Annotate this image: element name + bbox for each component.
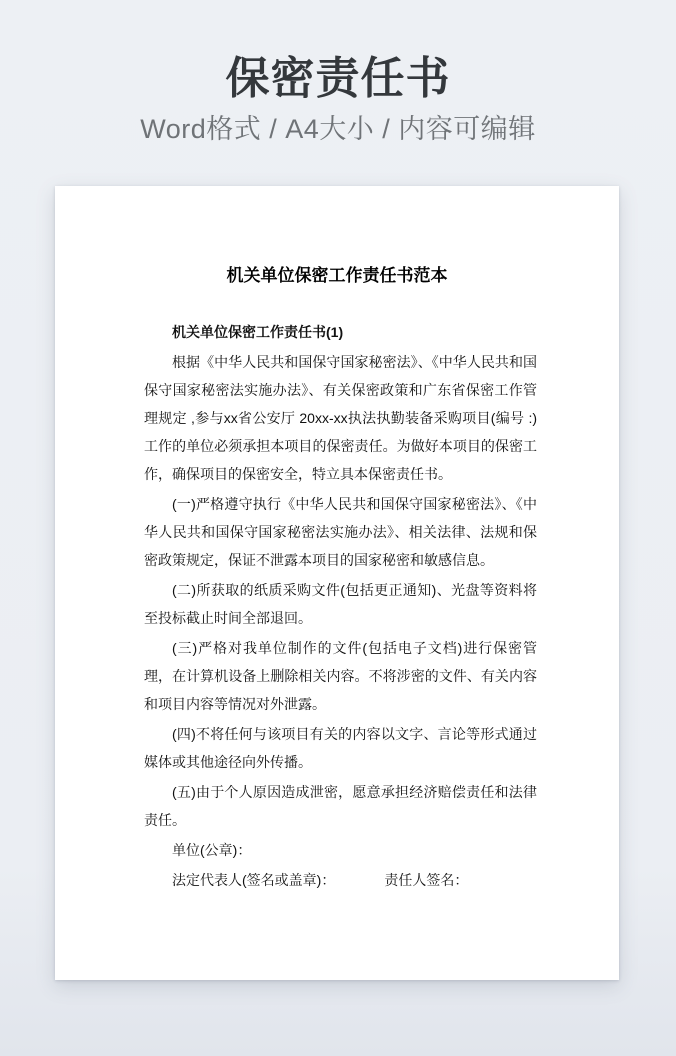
doc-paragraph-1: 根据《中华人民共和国保守国家秘密法》、《中华人民共和国保守国家秘密法实施办法》、有关保密政策和广东省保密工作管理规定 ,参与xx省公安厅 20xx-xx执法执勤装备采购项目(编号 :)工作的单位必须承担本项目的保密责任。为做好本项目的保密工作，确保项目的保密安全，特立具本保密责任书。	[144, 354, 537, 482]
document-sheet	[55, 186, 619, 980]
doc-paragraph-6: (五)由于个人原因造成泄密，愿意承担经济赔偿责任和法律责任。	[144, 784, 537, 828]
doc-paragraph-4: (三)严格对我单位制作的文件(包括电子文档)进行保密管理，在计算机设备上删除相关内容。不将涉密的文件、有关内容和项目内容等情况对外泄露。	[144, 640, 537, 712]
doc-paragraph-3: (二)所获取的纸质采购文件(包括更正通知)、光盘等资料将至投标截止时间全部退回。	[144, 582, 537, 626]
preview-header	[0, 0, 676, 145]
doc-title: 机关单位保密工作责任书范本	[226, 266, 448, 285]
preview-subtitle: Word格式 / A4大小 / 内容可编辑	[140, 113, 536, 144]
doc-paragraph-5: (四)不将任何与该项目有关的内容以文字、言论等形式通过媒体或其他途径向外传播。	[144, 726, 537, 770]
preview-title: 保密责任书	[225, 54, 451, 103]
doc-paragraph-2: (一)严格遵守执行《中华人民共和国保守国家秘密法》、《中华人民共和国保守国家秘密法实施办法》、相关法律、法规和保密政策规定，保证不泄露本项目的国家秘密和敏感信息。	[144, 496, 537, 568]
doc-signature-unit: 单位(公章)：	[172, 842, 252, 858]
doc-body	[55, 318, 619, 894]
doc-signature-representative: 法定代表人(签名或盖章)： 责任人签名：	[172, 872, 469, 888]
doc-section-heading: 机关单位保密工作责任书(1)	[172, 324, 344, 340]
